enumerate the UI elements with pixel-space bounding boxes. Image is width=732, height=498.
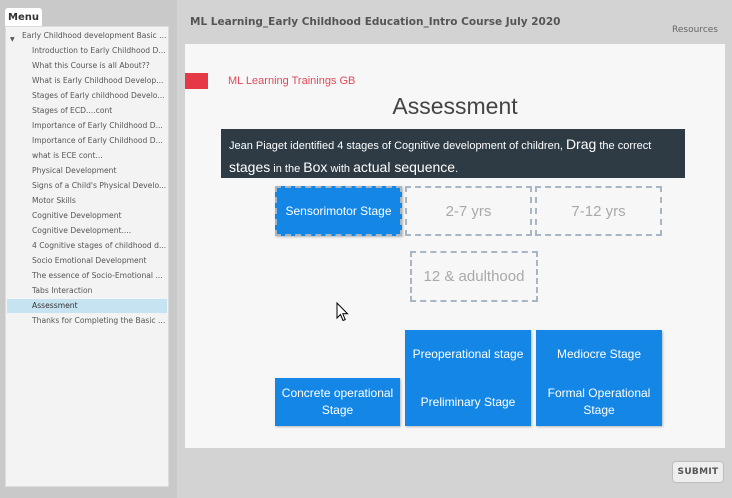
menu-item[interactable]: 4 Cognitive stages of childhood d... xyxy=(32,241,167,250)
drag-tile-preoperational[interactable]: Preoperational stage xyxy=(405,330,531,378)
drag-tile-preliminary[interactable]: Preliminary Stage xyxy=(405,378,531,426)
caret-down-icon: ▼ xyxy=(10,36,15,43)
instruction-text: Drag xyxy=(565,136,597,152)
menu-item[interactable]: What this Course is all About?? xyxy=(32,61,150,70)
mouse-pointer-icon xyxy=(336,302,350,322)
org-name: ML Learning Trainings GB xyxy=(228,75,356,87)
instruction-text: . xyxy=(455,163,459,175)
drag-tile-concrete-operational[interactable]: Concrete operational Stage xyxy=(275,378,400,426)
menu-item[interactable]: Cognitive Development xyxy=(32,211,122,220)
slide-title: Assessment xyxy=(392,93,518,119)
placed-tile-sensorimotor[interactable]: Sensorimotor Stage xyxy=(275,186,402,236)
course-title: ML Learning_Early Childhood Education_Intro Course July 2020 xyxy=(190,16,561,28)
menu-item[interactable]: Physical Development xyxy=(32,166,117,175)
instruction-text: actual sequence xyxy=(353,159,456,175)
menu-item[interactable]: what is ECE cont... xyxy=(32,151,103,160)
slide-canvas xyxy=(185,44,725,448)
menu-item[interactable]: Thanks for Completing the Basic ... xyxy=(32,316,166,325)
instruction-text: Box xyxy=(303,159,328,175)
drop-zone-2-7-yrs[interactable]: 2-7 yrs xyxy=(405,186,532,236)
menu-item[interactable]: The essence of Socio-Emotional ... xyxy=(32,271,163,280)
instruction-text: the correct xyxy=(596,140,652,152)
instruction-text: Jean Piaget identified 4 stages of Cognitive development of children, xyxy=(229,140,566,152)
menu-item-selected[interactable]: Assessment xyxy=(7,299,167,313)
sidebar xyxy=(0,0,177,498)
menu-item[interactable]: Tabs Interaction xyxy=(32,286,93,295)
menu-item[interactable]: Stages of ECD....cont xyxy=(32,106,113,115)
menu-panel xyxy=(5,26,169,487)
menu-item-label: Early Childhood development Basic ... xyxy=(22,31,167,40)
menu-item-course-root[interactable] xyxy=(7,29,167,43)
menu-item[interactable]: Signs of a Child's Physical Develo... xyxy=(32,181,167,190)
menu-tab[interactable]: Menu xyxy=(5,8,42,27)
menu-item[interactable]: Cognitive Development.... xyxy=(32,226,132,235)
drag-tile-mediocre[interactable]: Mediocre Stage xyxy=(536,330,662,378)
instruction-text: in the xyxy=(270,163,304,175)
menu-item[interactable]: Importance of Early Childhood D... xyxy=(32,136,163,145)
menu-item[interactable]: Stages of Early childhood Develo... xyxy=(32,91,165,100)
drag-tile-formal-operational[interactable]: Formal Operational Stage xyxy=(536,378,662,426)
menu-item[interactable]: Introduction to Early Childhood D... xyxy=(32,46,166,55)
menu-item[interactable]: Socio Emotional Development xyxy=(32,256,147,265)
instruction-text: stages xyxy=(229,159,271,175)
drop-zone-12-adulthood[interactable]: 12 & adulthood xyxy=(410,251,538,302)
resources-link[interactable]: Resources xyxy=(672,25,718,35)
menu-item[interactable]: What is Early Childhood Develop... xyxy=(32,76,164,85)
org-logo xyxy=(185,73,208,89)
instruction-text: with xyxy=(327,163,354,175)
drop-zone-7-12-yrs[interactable]: 7-12 yrs xyxy=(535,186,662,236)
submit-button[interactable]: SUBMIT xyxy=(672,461,724,483)
instruction-box xyxy=(221,129,685,178)
menu-item[interactable]: Importance of Early Childhood D... xyxy=(32,121,163,130)
menu-item[interactable]: Motor Skills xyxy=(32,196,76,205)
